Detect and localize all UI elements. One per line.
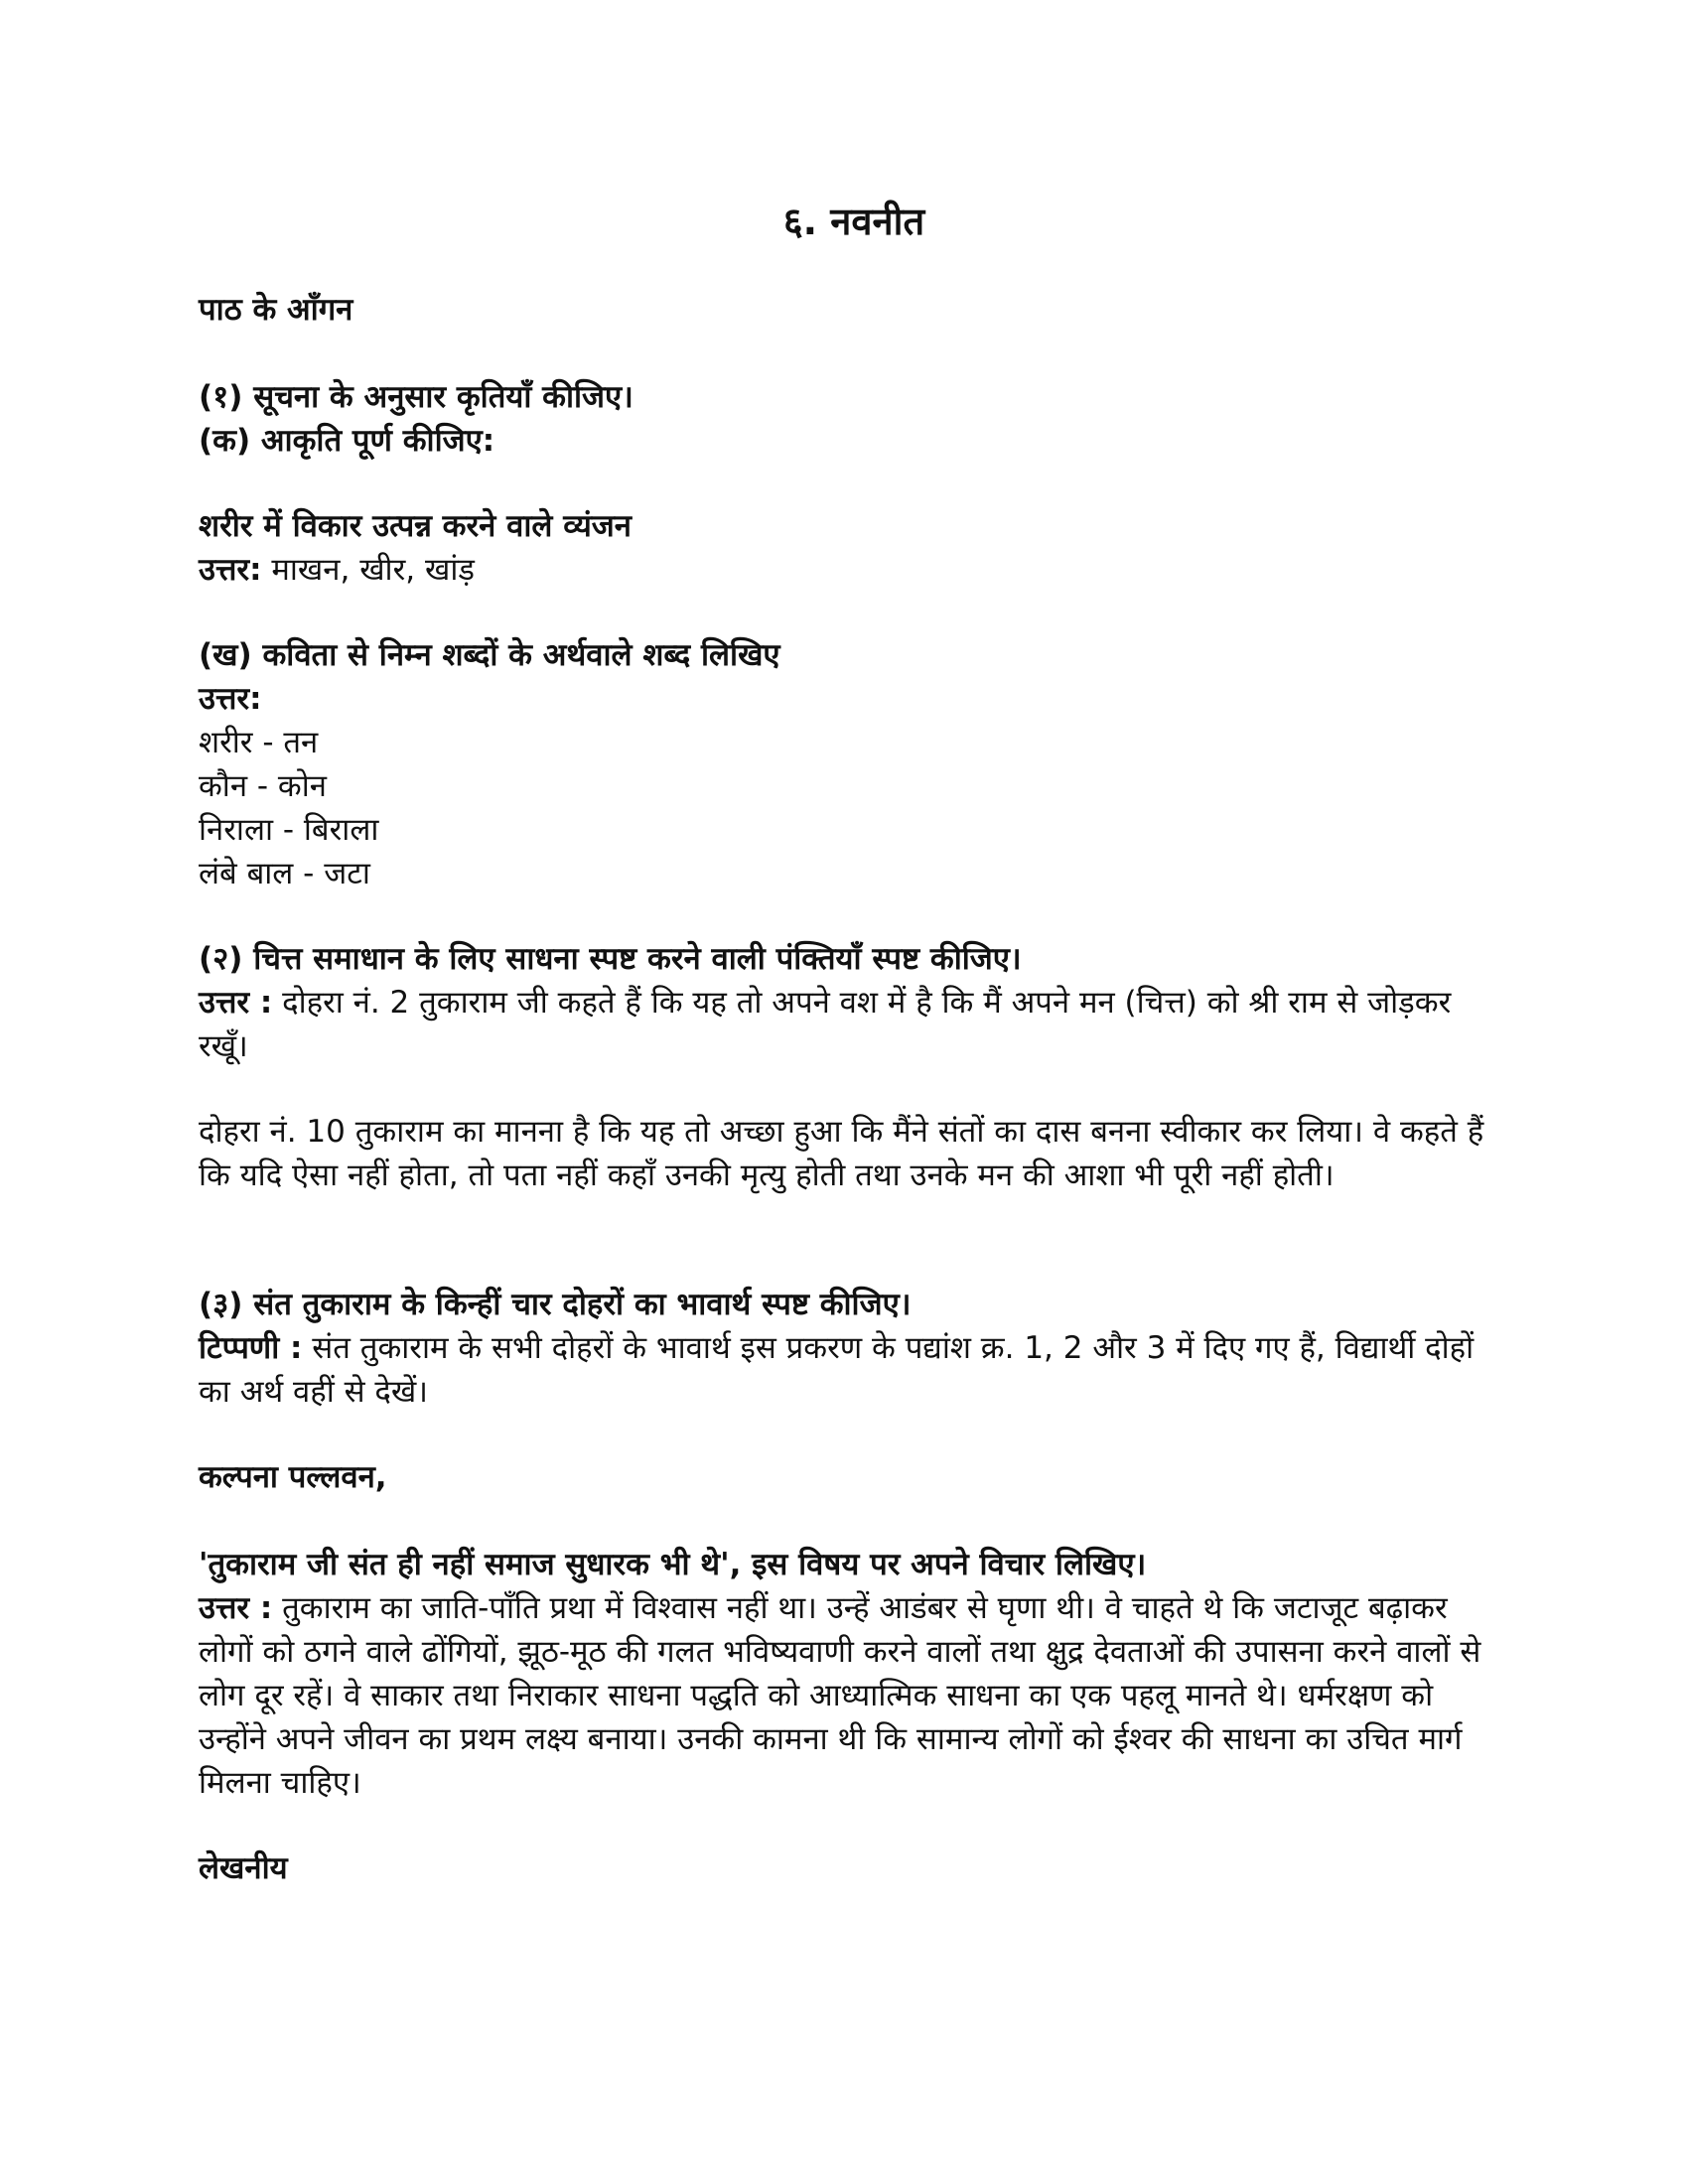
document-page	[199, 0, 1489, 2184]
question-3-note	[199, 1326, 1489, 1414]
section-heading-paath-ke-aangan: पाठ के आँगन	[199, 292, 353, 328]
section-heading-lekhaniya: लेखनीय	[199, 1850, 288, 1886]
word-pair: निराला - बिराला	[199, 812, 379, 848]
answer-label: उत्तर:	[199, 681, 262, 717]
answer-label: उत्तर:	[199, 552, 262, 588]
answer-label: उत्तर :	[199, 1590, 273, 1626]
answer-text: दोहरा नं. 2 तुकाराम जी कहते हैं कि यह तो अपने वश में है कि मैं अपने मन (चित्त) को श्री राम से जोड़कर रखूँ।	[199, 985, 1452, 1064]
note-label: टिप्पणी :	[199, 1330, 303, 1366]
question-4-answer	[199, 1586, 1489, 1805]
question-4-heading: 'तुकाराम जी संत ही नहीं समाज सुधारक भी थे', इस विषय पर अपने विचार लिखिए।	[199, 1547, 1147, 1582]
section-heading-kalpana-pallavan: कल्पना पल्लवन,	[199, 1459, 387, 1495]
question-2-heading: (२) चित्त समाधान के लिए साधना स्पष्ट करने वाली पंक्तियाँ स्पष्ट कीजिए।	[199, 941, 1022, 977]
answer-text: तुकाराम का जाति-पाँति प्रथा में विश्वास नहीं था। उन्हें आडंबर से घृणा थी। वे चाहते थे कि जटाजूट बढ़ाकर लोगों को ठगने वाले ढोंगियों, झूठ-मूठ की गलत भविष्यवाणी करने वालों तथा क्षुद्र देवताओं की उपासना करने वालों से लोग दूर रहें। वे साकार तथा निराकार साधना पद्धति को आध्यात्मिक साधना का एक पहलू मानते थे। धर्मरक्षण को उन्होंने अपने जीवन का प्रथम लक्ष्य बनाया। उनकी कामना थी कि सामान्य लोगों को ईश्वर की साधना का उचित मार्ग मिलना चाहिए।	[199, 1590, 1481, 1801]
word-pair: कौन - कोन	[199, 768, 327, 804]
question-1-sub-kh: (ख) कविता से निम्न शब्दों के अर्थवाले शब्द लिखिए	[199, 637, 780, 673]
page-title: ६. नवनीत	[782, 200, 925, 243]
question-1-k-prompt: शरीर में विकार उत्पन्न करने वाले व्यंजन	[199, 508, 633, 544]
question-2-answer-paragraph-1	[199, 981, 1489, 1068]
question-1-heading: (१) सूचना के अनुसार कृतियाँ कीजिए।	[199, 379, 633, 415]
question-1-k-answer	[199, 548, 1489, 592]
word-pair: शरीर - तन	[199, 725, 319, 760]
question-1-sub-k: (क) आकृति पूर्ण कीजिए:	[199, 423, 495, 459]
question-2-answer-paragraph-2: दोहरा नं. 10 तुकाराम का मानना है कि यह तो अच्छा हुआ कि मैंने संतों का दास बनना स्वीकार कर लिया। वे कहते हैं कि यदि ऐसा नहीं होता, तो पता नहीं कहाँ उनकी मृत्यु होती तथा उनके मन की आशा भी पूरी नहीं होती।	[199, 1114, 1484, 1193]
answer-text: माखन, खीर, खांड़	[261, 552, 475, 588]
note-text: संत तुकाराम के सभी दोहरों के भावार्थ इस प्रकरण के पद्यांश क्र. 1, 2 और 3 में दिए गए हैं, विद्यार्थी दोहों का अर्थ वहीं से देखें।	[199, 1330, 1475, 1410]
question-3-heading: (३) संत तुकाराम के किन्हीं चार दोहरों का भावार्थ स्पष्ट कीजिए।	[199, 1287, 912, 1322]
answer-label: उत्तर :	[199, 985, 273, 1021]
word-pair: लंबे बाल - जटा	[199, 856, 370, 891]
